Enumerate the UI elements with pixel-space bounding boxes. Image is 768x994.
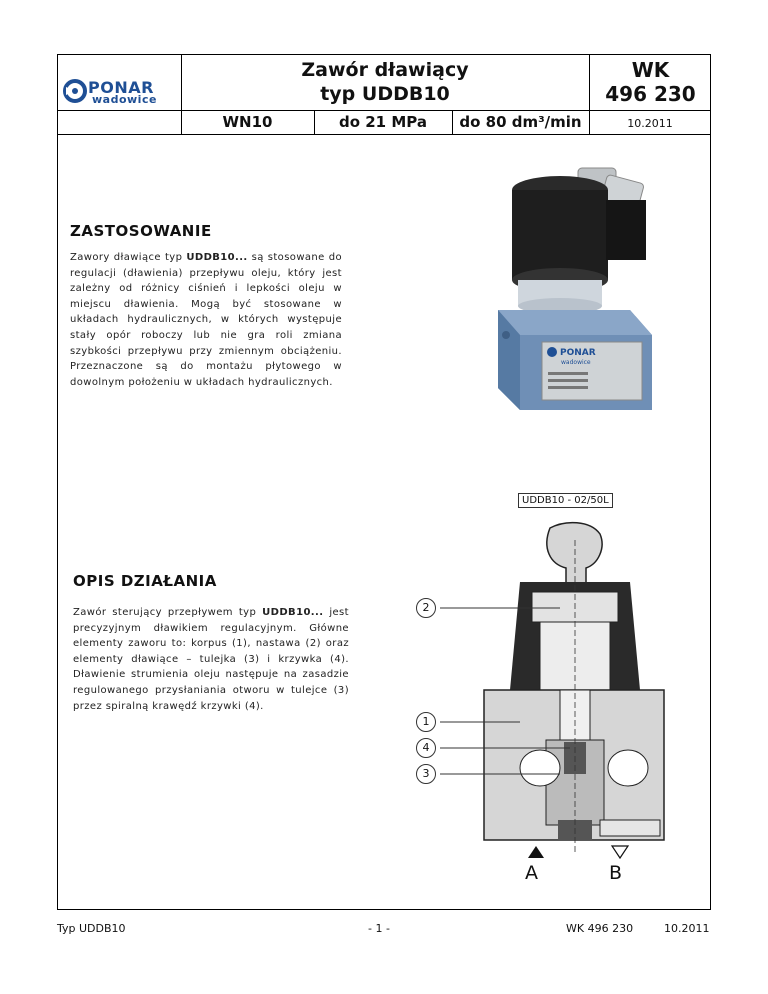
doc-code-line-1: WK <box>631 58 670 82</box>
logo-subtext: wadowice <box>92 93 157 106</box>
ponar-logo <box>62 78 178 106</box>
nameplate-subtext: wadowice <box>561 359 591 366</box>
opis-text-pre: Zawór sterujący przepływem typ <box>73 607 263 618</box>
footer-date: 10.2011 <box>664 922 710 935</box>
footer-page-number: - 1 - <box>368 922 390 935</box>
header-bottom-line <box>181 134 711 135</box>
footer-doc-code: WK 496 230 <box>566 922 634 935</box>
nameplate-text: PONAR <box>560 348 596 358</box>
section-diagram <box>440 520 680 860</box>
callout-3: 3 <box>416 764 436 784</box>
footer-type: Typ UDDB10 <box>57 922 126 935</box>
zastosowanie-text-post: są stosowane do regulacji (dławienia) przepływu oleju, który jest zależny od różnicy ciśnień i lepkości oleju w miejscu dławienia. Mogą być stosowane w układach hydraulicznych, w których występuje stały opór roboczy lub nie gra roli zmiana szybkości przepływu przy zmiennym obciążeniu. Przeznaczone są do montażu płytowego w dowolnym położeniu w układach hydraulicznych. <box>70 252 342 388</box>
zastosowanie-text-pre: Zawory dławiące typ <box>70 252 187 263</box>
opis-text-post: jest precyzyjnym dławikiem regulacyjnym. Główne elementy zaworu to: korpus (1), nastawa (2) oraz elementy dławiące – tulejka (3) i krzywka (4). Dławienie strumienia oleju następuje na zasadzie regulowanego przysłaniania otworu w tulejce (3) przez spiralną krawędź krzywki (4). <box>73 607 349 712</box>
document-code <box>590 58 711 106</box>
model-label: UDDB10 - 02/50L <box>518 493 613 508</box>
title-line-2: typ UDDB10 <box>320 83 450 105</box>
doc-code-line-2: 496 230 <box>605 82 696 106</box>
spec-size: WN10 <box>222 113 273 131</box>
spec-pressure: do 21 MPa <box>338 113 427 131</box>
spec-flow: do 80 dm³/min <box>459 113 582 131</box>
product-photo <box>480 160 680 430</box>
opis-text-bold: UDDB10... <box>262 607 324 618</box>
opis-heading: OPIS DZIAŁANIA <box>73 572 217 590</box>
zastosowanie-text <box>70 250 342 390</box>
title-line-1: Zawór dławiący <box>301 59 469 81</box>
zastosowanie-heading: ZASTOSOWANIE <box>70 222 212 240</box>
callout-4: 4 <box>416 738 436 758</box>
callout-1: 1 <box>416 712 436 732</box>
header-logo-bottom <box>57 134 181 135</box>
document-title <box>181 58 589 106</box>
callout-2: 2 <box>416 598 436 618</box>
zastosowanie-text-bold: UDDB10... <box>186 252 248 263</box>
opis-text <box>73 605 349 714</box>
logo-text: PONAR <box>88 78 154 97</box>
port-b-label: B <box>609 862 623 884</box>
port-a-label: A <box>525 862 538 884</box>
header-date: 10.2011 <box>627 117 673 130</box>
header-divider <box>57 110 711 111</box>
